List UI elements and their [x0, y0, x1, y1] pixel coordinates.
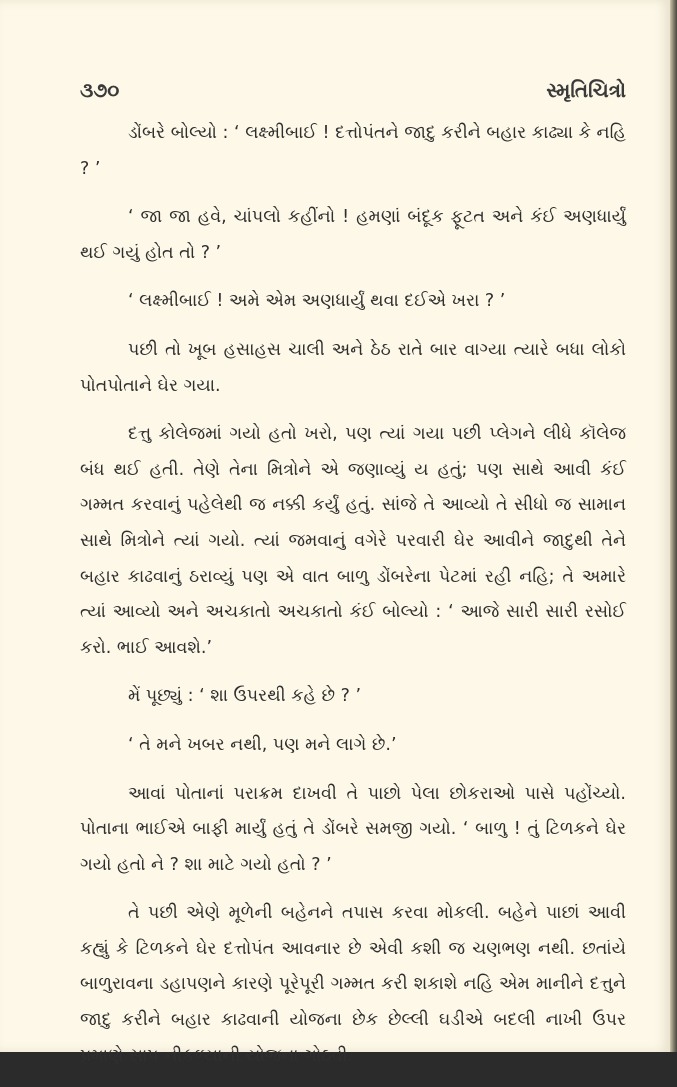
paragraph-6: મેં પૂછ્યું : ‘ શા ઉપરથી કહે છે ? ’ — [128, 686, 362, 707]
paragraph-5: દત્તુ કોલેજમાં ગયો હતો ખરો, પણ ત્યાં ગયા પછી પ્લેગને લીધે કૉલેજ બંધ થઈ હતી. તેણે તેના મિત્રોને એ જણાવ્યું ય હતું; પણ સાથે આવી કંઈ ગમ્મત કરવાનું પહેલેથી જ નક્કી કર્યું હતું. સાંજે તે આવ્યો તે સીધો જ સામાન સાથે મિત્રોને ત્યાં ગયો. ત્યાં જમવાનું વગેરે પરવારી ઘેર આવીને જાદુથી તેને બહાર કાઢવાનું ઠરાવ્યું પણ એ વાત બાળુ ડોંબરેના પેટમાં રહી નહિ; તે અમારે ત્યાં આવ્યો અને અચકાતો અચકાતો કંઈ બોલ્યો : ‘ આજે સારી સારી રસોઈ કરો. ભાઈ આવશે.’ — [80, 424, 626, 658]
paragraph-2: ‘ જા જા હવે, ચાંપલો કહીંનો ! હમણાં બંદૂક ફૂટત અને કંઈ અણધાર્યું થઈ ગયું હોત તો ? ’ — [80, 207, 626, 263]
paragraph-8: આવાં પોતાનાં પરાક્રમ દાખવી તે પાછો પેલા છોકરાઓ પાસે પહોંચ્યો. પોતાના ભાઈએ બાફી માર્યું હતું તે ડોંબરે સમજી ગયો. ‘ બાળુ ! તું ટિળકને ઘેર ગયો હતો ને ? શા માટે ગયો હતો ? ’ — [80, 783, 626, 875]
page-header — [80, 78, 626, 108]
page-number: ૩૭૦ — [80, 78, 120, 102]
page-body — [80, 116, 626, 1087]
page-edge — [670, 0, 677, 1052]
paragraph-4: પછી તો ખૂબ હસાહસ ચાલી અને ઠેઠ રાતે બાર વાગ્યા ત્યારે બધા લોકો પોતપોતાને ઘેર ગયા. — [80, 339, 626, 396]
running-title: સ્મૃતિચિત્રો — [546, 78, 626, 102]
paragraph-9: તે પછી એણે મૂળેની બહેનને તપાસ કરવા મોકલી. બહેને પાછાં આવી કહ્યું કે ટિળકને ઘેર દત્તોપંત આવનાર છે એવી કશી જ ચણભણ નથી. છતાંયે બાળુરાવના ડહાપણને કારણે પૂરેપૂરી ગમ્મત કરી શકાશે નહિ એમ માનીને દત્તુને જાદુ કરીને બહાર કાઢવાની યોજના છેક છેલ્લી ઘડીએ બદલી નાખી ઉપર પ્રમાણે સાપ નીકળ્યાની યોજના ગોઠવી. — [80, 903, 626, 1066]
paragraph-1: ડોંબરે બોલ્યો : ‘ લક્ષ્મીબાઈ ! દત્તોપંતને જાદુ કરીને બહાર કાઢ્યા કે નહિ ? ’ — [80, 123, 626, 179]
paragraph-3: ‘ લક્ષ્મીબાઈ ! અમે એમ અણધાર્યું થવા દઈએ ખરા ? ’ — [128, 291, 506, 312]
paragraph-7: ‘ તે મને ખબર નથી, પણ મને લાગે છે.’ — [128, 734, 397, 755]
